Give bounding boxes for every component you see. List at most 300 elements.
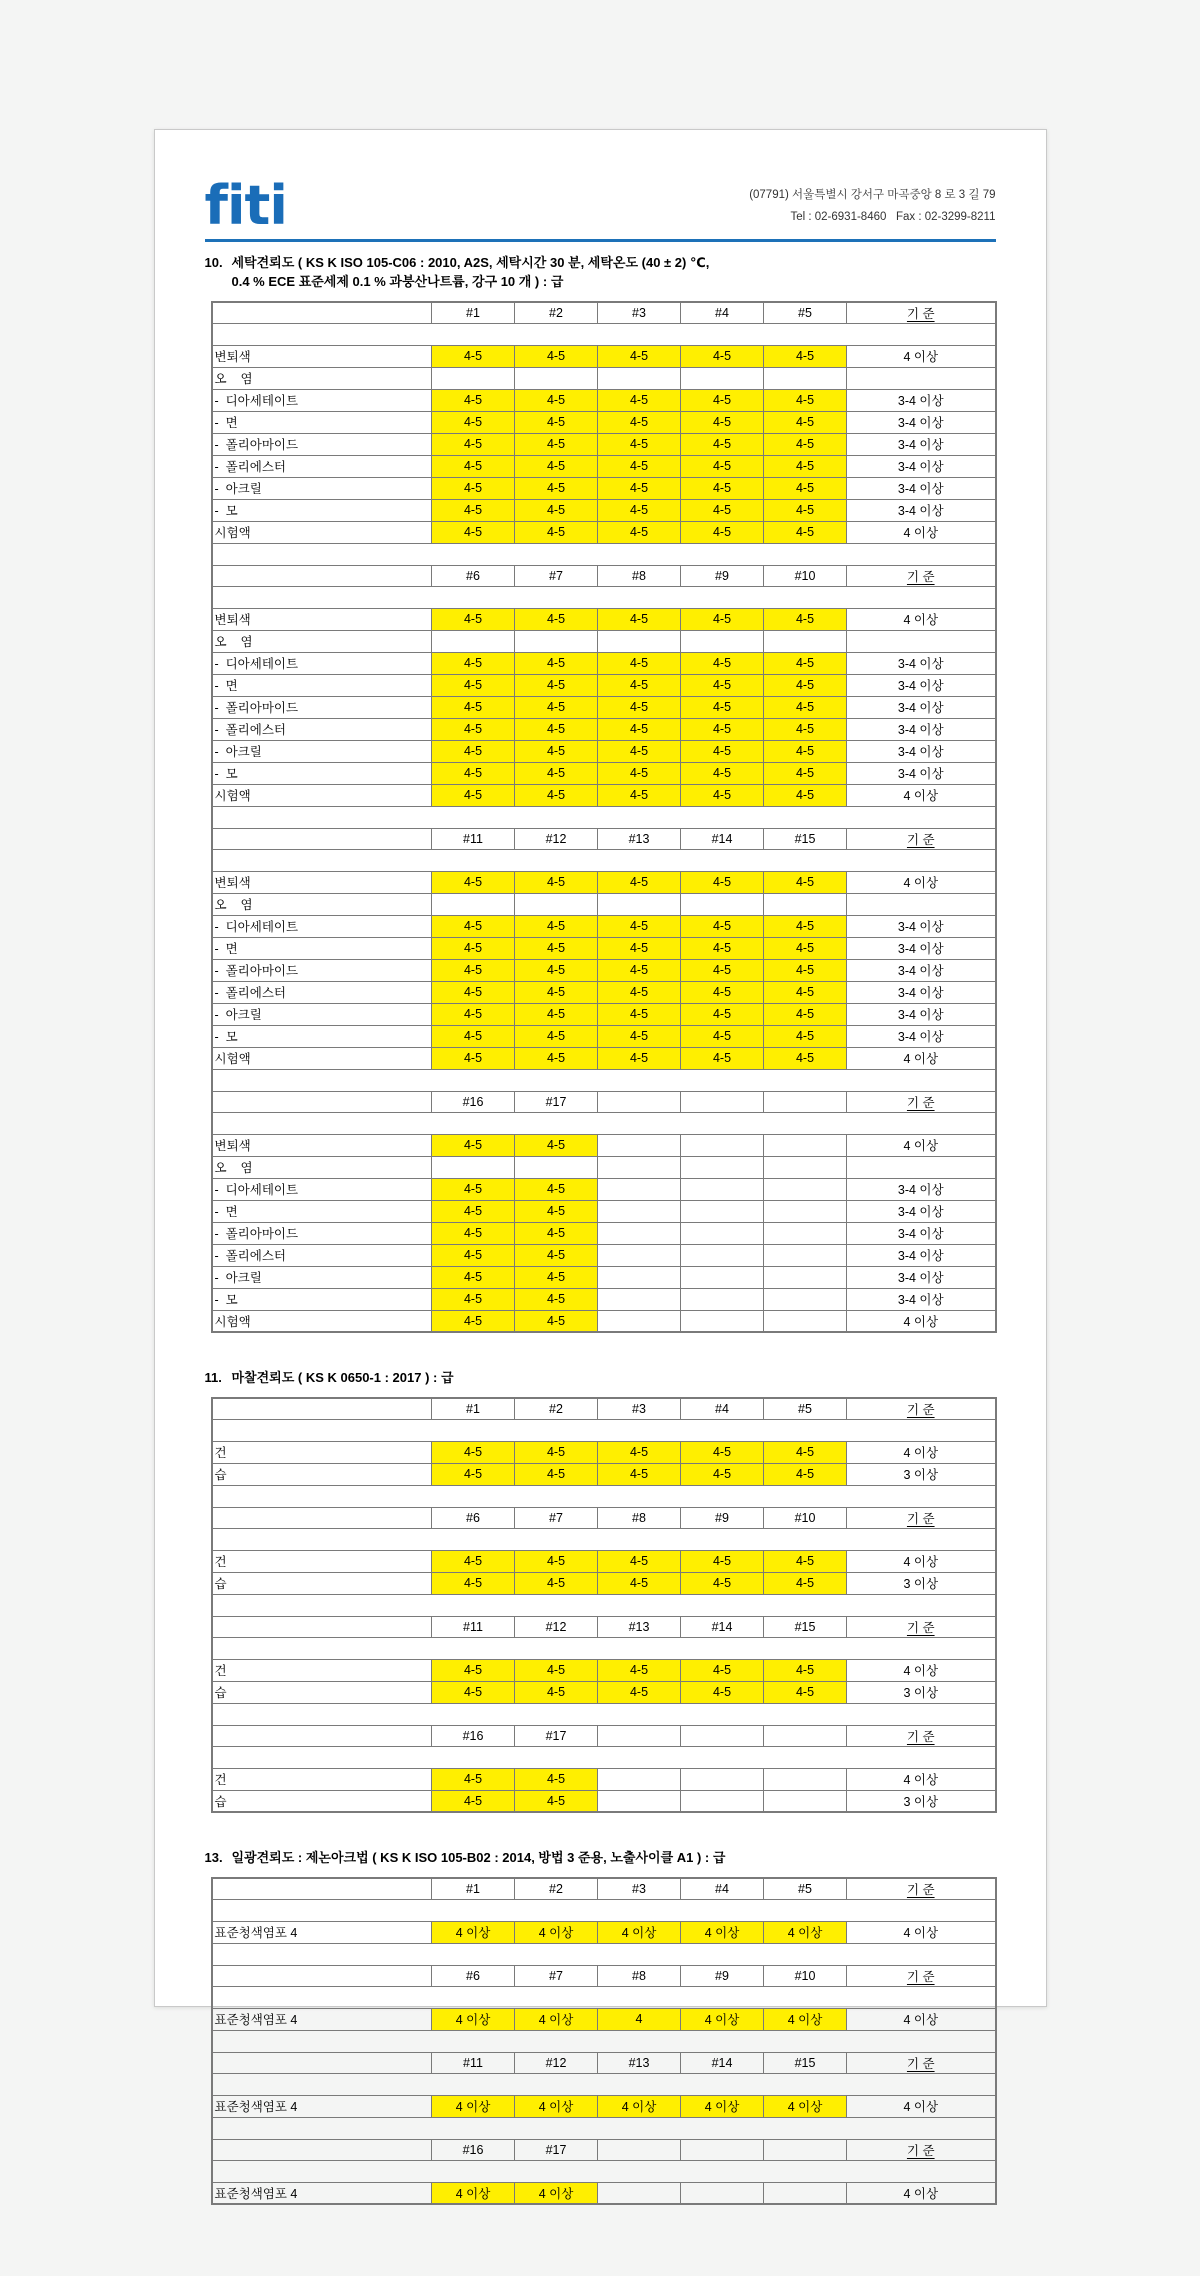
result-cell — [598, 1244, 681, 1266]
result-cell: 4-5 — [515, 1003, 598, 1025]
specimen-column-header — [598, 2139, 681, 2160]
result-cell: 4 이상 — [764, 2095, 847, 2117]
row-label: 건 — [212, 1550, 432, 1572]
row-label-header — [212, 1507, 432, 1528]
result-cell: 4-5 — [598, 1003, 681, 1025]
block-separator-cell — [212, 1594, 996, 1616]
specimen-column-header: #8 — [598, 565, 681, 586]
table-row — [212, 1921, 996, 1943]
result-cell: 4-5 — [432, 499, 515, 521]
row-label-header — [212, 1091, 432, 1112]
result-cell: 4-5 — [598, 433, 681, 455]
result-cell — [764, 1266, 847, 1288]
specimen-column-header: #5 — [764, 1878, 847, 1900]
specimen-column-header: #6 — [432, 565, 515, 586]
block-separator-cell — [212, 1943, 996, 1965]
result-cell — [764, 630, 847, 652]
row-label: 시험액 — [212, 784, 432, 806]
block-separator — [212, 2160, 996, 2182]
row-label: 건 — [212, 1768, 432, 1790]
specimen-column-header: #13 — [598, 828, 681, 849]
result-cell: 4-5 — [515, 937, 598, 959]
block-separator — [212, 1899, 996, 1921]
result-cell: 4-5 — [515, 696, 598, 718]
specimen-column-header: #15 — [764, 1616, 847, 1637]
specimen-column-header: #17 — [515, 2139, 598, 2160]
result-cell: 4-5 — [598, 696, 681, 718]
result-cell: 4-5 — [681, 1025, 764, 1047]
section-title-text: 마찰견뢰도 ( KS K 0650-1 : 2017 ) : 급 — [231, 1370, 454, 1386]
specimen-column-header: #15 — [764, 2052, 847, 2073]
block-separator — [212, 1419, 996, 1441]
criteria-cell: 4 이상 — [847, 521, 996, 543]
result-cell: 4-5 — [598, 762, 681, 784]
result-cell: 4-5 — [598, 499, 681, 521]
result-cell — [598, 1768, 681, 1790]
result-cell: 4-5 — [598, 477, 681, 499]
result-cell: 4-5 — [432, 871, 515, 893]
result-cell: 4-5 — [681, 871, 764, 893]
result-cell: 4-5 — [432, 1681, 515, 1703]
row-label: 습 — [212, 1681, 432, 1703]
result-cell: 4-5 — [764, 674, 847, 696]
criteria-cell: 3-4 이상 — [847, 1178, 996, 1200]
result-cell: 4 이상 — [681, 2095, 764, 2117]
specimen-column-header: #6 — [432, 1507, 515, 1528]
table-row — [212, 981, 996, 1003]
result-cell: 4-5 — [432, 1463, 515, 1485]
fiti-logo: fiti — [204, 174, 287, 237]
criteria-cell — [847, 630, 996, 652]
result-cell — [764, 1288, 847, 1310]
result-cell — [598, 1200, 681, 1222]
specimen-column-header: #5 — [764, 1398, 847, 1420]
specimen-column-header: #9 — [681, 1965, 764, 1986]
result-cell: 4-5 — [432, 389, 515, 411]
result-cell: 4-5 — [598, 915, 681, 937]
criteria-header: 기 준 — [847, 1965, 996, 1986]
result-cell: 4-5 — [598, 1463, 681, 1485]
specimen-column-header: #12 — [515, 1616, 598, 1637]
result-cell: 4-5 — [432, 1550, 515, 1572]
criteria-cell: 3-4 이상 — [847, 674, 996, 696]
result-cell: 4-5 — [515, 1768, 598, 1790]
table-row — [212, 411, 996, 433]
result-cell — [598, 1134, 681, 1156]
result-cell: 4 이상 — [515, 2095, 598, 2117]
section-10 — [205, 253, 996, 1334]
result-cell: 4-5 — [764, 1047, 847, 1069]
row-label: - 아크릴 — [212, 477, 432, 499]
criteria-header: 기 준 — [847, 1878, 996, 1900]
table-row — [212, 1288, 996, 1310]
criteria-cell: 4 이상 — [847, 2182, 996, 2204]
result-cell: 4 이상 — [432, 2095, 515, 2117]
block-separator — [212, 1485, 996, 1507]
row-label: - 폴리에스터 — [212, 455, 432, 477]
result-cell: 4-5 — [681, 937, 764, 959]
section-title-text: 일광견뢰도 : 제논아크법 ( KS K ISO 105-B02 : 2014, 방법 3 준용, 노출사이클 A1 ) : 급 — [231, 1850, 726, 1866]
specimen-column-header: #8 — [598, 1965, 681, 1986]
specimen-column-header: #15 — [764, 828, 847, 849]
block-separator-cell — [212, 543, 996, 565]
row-label: - 폴리에스터 — [212, 1244, 432, 1266]
table-row — [212, 1134, 996, 1156]
specimen-column-header: #16 — [432, 1091, 515, 1112]
result-cell: 4-5 — [515, 1222, 598, 1244]
criteria-cell — [847, 1156, 996, 1178]
row-label-header — [212, 2052, 432, 2073]
result-cell — [432, 367, 515, 389]
block-separator — [212, 1594, 996, 1616]
row-label: - 모 — [212, 762, 432, 784]
table-row — [212, 1178, 996, 1200]
result-cell — [515, 1156, 598, 1178]
specimen-column-header: #4 — [681, 1398, 764, 1420]
row-label-header — [212, 2139, 432, 2160]
criteria-cell: 4 이상 — [847, 608, 996, 630]
table-row — [212, 1222, 996, 1244]
block-separator — [212, 2073, 996, 2095]
row-label: - 폴리에스터 — [212, 718, 432, 740]
specimen-column-header: #14 — [681, 2052, 764, 2073]
row-label: - 아크릴 — [212, 740, 432, 762]
result-cell: 4-5 — [681, 959, 764, 981]
block-separator-cell — [212, 1069, 996, 1091]
result-cell: 4-5 — [515, 1047, 598, 1069]
specimen-column-header: #3 — [598, 1398, 681, 1420]
result-cell: 4-5 — [515, 1025, 598, 1047]
tel-fax-line: Tel : 02-6931-8460 Fax : 02-3299-8211 — [790, 210, 996, 223]
specimen-column-header: #13 — [598, 1616, 681, 1637]
result-cell — [515, 630, 598, 652]
address-line: (07791) 서울특별시 강서구 마곡중앙 8 로 3 길 79 — [749, 188, 996, 201]
table-row — [212, 1003, 996, 1025]
specimen-column-header: #2 — [515, 302, 598, 324]
result-cell — [764, 1768, 847, 1790]
result-cell: 4-5 — [515, 608, 598, 630]
specimen-column-header: #1 — [432, 302, 515, 324]
column-header-row — [212, 828, 996, 849]
column-header-row — [212, 1965, 996, 1986]
specimen-column-header — [598, 1091, 681, 1112]
result-cell: 4-5 — [432, 959, 515, 981]
section-number: 10. — [204, 254, 223, 270]
table-row — [212, 1244, 996, 1266]
criteria-cell: 3-4 이상 — [847, 1200, 996, 1222]
table-row — [212, 871, 996, 893]
block-separator — [212, 543, 996, 565]
report-sections — [205, 253, 996, 2206]
criteria-cell: 3-4 이상 — [847, 718, 996, 740]
result-cell: 4-5 — [432, 652, 515, 674]
criteria-cell: 3-4 이상 — [847, 1288, 996, 1310]
result-cell: 4-5 — [681, 740, 764, 762]
result-cell: 4-5 — [432, 915, 515, 937]
row-label-header — [212, 1878, 432, 1900]
table-row — [212, 1156, 996, 1178]
specimen-column-header: #11 — [432, 828, 515, 849]
result-cell: 4-5 — [764, 455, 847, 477]
result-cell — [598, 1156, 681, 1178]
result-cell: 4-5 — [432, 1288, 515, 1310]
result-cell — [598, 1222, 681, 1244]
result-cell: 4-5 — [515, 1572, 598, 1594]
result-cell: 4-5 — [681, 608, 764, 630]
result-cell: 4 이상 — [681, 1921, 764, 1943]
result-cell: 4-5 — [681, 345, 764, 367]
criteria-cell — [847, 367, 996, 389]
row-label: - 디아세테이트 — [212, 652, 432, 674]
criteria-cell: 4 이상 — [847, 871, 996, 893]
specimen-column-header: #4 — [681, 302, 764, 324]
row-label-header — [212, 565, 432, 586]
row-label: - 모 — [212, 499, 432, 521]
result-cell — [681, 1266, 764, 1288]
table-row — [212, 345, 996, 367]
result-cell: 4-5 — [598, 1441, 681, 1463]
specimen-column-header: #7 — [515, 565, 598, 586]
result-cell: 4-5 — [432, 762, 515, 784]
table-row — [212, 1768, 996, 1790]
result-cell: 4-5 — [432, 1244, 515, 1266]
specimen-column-header: #12 — [515, 828, 598, 849]
result-cell — [681, 1244, 764, 1266]
row-label: 표준청색염포 4 — [212, 2008, 432, 2030]
table-row — [212, 915, 996, 937]
table-row — [212, 433, 996, 455]
table-row — [212, 893, 996, 915]
result-cell: 4-5 — [764, 959, 847, 981]
result-cell: 4-5 — [598, 1550, 681, 1572]
criteria-cell: 3-4 이상 — [847, 762, 996, 784]
result-cell — [598, 630, 681, 652]
result-cell: 4 이상 — [598, 1921, 681, 1943]
result-cell: 4-5 — [764, 1550, 847, 1572]
result-cell: 4-5 — [681, 981, 764, 1003]
table-row — [212, 784, 996, 806]
result-cell: 4-5 — [681, 477, 764, 499]
lab-address-block — [749, 185, 995, 231]
row-label-header — [212, 1398, 432, 1420]
result-cell: 4-5 — [764, 696, 847, 718]
criteria-cell: 4 이상 — [847, 345, 996, 367]
section-11 — [205, 1368, 996, 1813]
row-label: - 면 — [212, 674, 432, 696]
criteria-cell: 3-4 이상 — [847, 477, 996, 499]
result-cell — [432, 893, 515, 915]
result-cell: 4-5 — [681, 1463, 764, 1485]
result-cell: 4-5 — [598, 784, 681, 806]
result-cell: 4-5 — [432, 696, 515, 718]
result-cell: 4-5 — [764, 433, 847, 455]
row-label: 표준청색염포 4 — [212, 2095, 432, 2117]
result-cell: 4-5 — [681, 389, 764, 411]
specimen-column-header: #10 — [764, 1965, 847, 1986]
row-label: 습 — [212, 1790, 432, 1812]
result-cell: 4-5 — [515, 1200, 598, 1222]
criteria-cell: 3-4 이상 — [847, 433, 996, 455]
result-cell: 4-5 — [515, 915, 598, 937]
criteria-cell: 4 이상 — [847, 1768, 996, 1790]
column-header-row — [212, 1091, 996, 1112]
specimen-column-header: #11 — [432, 2052, 515, 2073]
wash-fastness-table — [211, 301, 997, 1334]
criteria-cell — [847, 893, 996, 915]
criteria-header: 기 준 — [847, 565, 996, 586]
result-cell: 4-5 — [432, 740, 515, 762]
table-row — [212, 652, 996, 674]
result-cell: 4-5 — [432, 937, 515, 959]
result-cell: 4-5 — [598, 1572, 681, 1594]
row-label: 오 염 — [212, 893, 432, 915]
row-label: 오 염 — [212, 367, 432, 389]
criteria-cell: 4 이상 — [847, 1550, 996, 1572]
result-cell: 4 이상 — [432, 2182, 515, 2204]
specimen-column-header — [681, 1091, 764, 1112]
result-cell: 4-5 — [432, 981, 515, 1003]
block-separator — [212, 1986, 996, 2008]
result-cell — [764, 1134, 847, 1156]
block-separator-cell — [212, 2117, 996, 2139]
row-label-header — [212, 302, 432, 324]
result-cell: 4-5 — [515, 674, 598, 696]
section-number: 13. — [204, 1850, 223, 1866]
specimen-column-header: #12 — [515, 2052, 598, 2073]
row-label: - 폴리아마이드 — [212, 696, 432, 718]
result-cell: 4-5 — [598, 959, 681, 981]
result-cell: 4-5 — [515, 1550, 598, 1572]
criteria-cell: 3-4 이상 — [847, 696, 996, 718]
specimen-column-header: #2 — [515, 1878, 598, 1900]
criteria-cell: 4 이상 — [847, 1659, 996, 1681]
result-cell: 4-5 — [764, 871, 847, 893]
criteria-header: 기 준 — [847, 1616, 996, 1637]
result-cell: 4-5 — [515, 1790, 598, 1812]
result-cell: 4-5 — [764, 1681, 847, 1703]
result-cell: 4-5 — [515, 455, 598, 477]
row-label: - 면 — [212, 1200, 432, 1222]
result-cell: 4-5 — [515, 1659, 598, 1681]
criteria-cell: 3-4 이상 — [847, 411, 996, 433]
table-row — [212, 740, 996, 762]
block-separator-cell — [212, 323, 996, 345]
result-cell: 4-5 — [764, 718, 847, 740]
criteria-header: 기 준 — [847, 302, 996, 324]
row-label-header — [212, 1965, 432, 1986]
result-cell: 4-5 — [598, 345, 681, 367]
criteria-cell: 3 이상 — [847, 1463, 996, 1485]
criteria-cell: 4 이상 — [847, 1047, 996, 1069]
result-cell: 4-5 — [432, 718, 515, 740]
section-title — [205, 253, 996, 292]
result-cell: 4-5 — [764, 1025, 847, 1047]
row-label: - 면 — [212, 937, 432, 959]
result-cell: 4-5 — [764, 981, 847, 1003]
result-cell: 4-5 — [598, 411, 681, 433]
criteria-cell: 3-4 이상 — [847, 937, 996, 959]
result-cell: 4-5 — [432, 1659, 515, 1681]
block-separator — [212, 1528, 996, 1550]
row-label: - 폴리아마이드 — [212, 433, 432, 455]
result-cell — [681, 1790, 764, 1812]
result-cell: 4-5 — [515, 762, 598, 784]
row-label: 표준청색염포 4 — [212, 2182, 432, 2204]
block-separator-cell — [212, 1986, 996, 2008]
criteria-header: 기 준 — [847, 1091, 996, 1112]
result-cell: 4-5 — [764, 345, 847, 367]
result-cell — [681, 1288, 764, 1310]
table-row — [212, 1310, 996, 1332]
table-row — [212, 1200, 996, 1222]
result-cell: 4-5 — [764, 1463, 847, 1485]
result-cell — [764, 1200, 847, 1222]
block-separator — [212, 1112, 996, 1134]
result-cell — [681, 367, 764, 389]
result-cell: 4-5 — [515, 1178, 598, 1200]
table-row — [212, 937, 996, 959]
table-row — [212, 2095, 996, 2117]
result-cell: 4-5 — [515, 652, 598, 674]
specimen-column-header — [764, 1725, 847, 1746]
criteria-cell: 3-4 이상 — [847, 455, 996, 477]
criteria-cell: 3-4 이상 — [847, 1025, 996, 1047]
section-number: 11. — [204, 1370, 222, 1386]
result-cell: 4-5 — [681, 1572, 764, 1594]
specimen-column-header — [764, 1091, 847, 1112]
criteria-cell: 3-4 이상 — [847, 389, 996, 411]
result-cell: 4 이상 — [598, 2095, 681, 2117]
row-label: 오 염 — [212, 630, 432, 652]
result-cell: 4-5 — [598, 608, 681, 630]
criteria-header: 기 준 — [847, 2139, 996, 2160]
criteria-cell: 3-4 이상 — [847, 959, 996, 981]
result-cell: 4-5 — [432, 1790, 515, 1812]
result-cell: 4-5 — [432, 455, 515, 477]
result-cell: 4-5 — [515, 1441, 598, 1463]
row-label: 오 염 — [212, 1156, 432, 1178]
row-label: 변퇴색 — [212, 1134, 432, 1156]
row-label: - 디아세테이트 — [212, 915, 432, 937]
column-header-row — [212, 2052, 996, 2073]
table-row — [212, 630, 996, 652]
result-cell: 4-5 — [515, 718, 598, 740]
specimen-column-header — [764, 2139, 847, 2160]
result-cell: 4-5 — [764, 411, 847, 433]
criteria-cell: 3-4 이상 — [847, 1222, 996, 1244]
result-cell — [432, 630, 515, 652]
row-label: 건 — [212, 1441, 432, 1463]
block-separator-cell — [212, 1485, 996, 1507]
table-row — [212, 674, 996, 696]
result-cell: 4-5 — [515, 1310, 598, 1332]
result-cell: 4-5 — [681, 652, 764, 674]
specimen-column-header: #4 — [681, 1878, 764, 1900]
result-cell — [432, 1156, 515, 1178]
result-cell: 4-5 — [681, 1550, 764, 1572]
row-label: 표준청색염포 4 — [212, 1921, 432, 1943]
row-label: - 디아세테이트 — [212, 1178, 432, 1200]
result-cell: 4-5 — [764, 762, 847, 784]
row-label: - 모 — [212, 1288, 432, 1310]
specimen-column-header: #16 — [432, 2139, 515, 2160]
row-label: - 폴리에스터 — [212, 981, 432, 1003]
result-cell: 4-5 — [432, 1310, 515, 1332]
result-cell: 4-5 — [432, 1003, 515, 1025]
table-row — [212, 367, 996, 389]
criteria-header: 기 준 — [847, 2052, 996, 2073]
result-cell — [764, 1156, 847, 1178]
